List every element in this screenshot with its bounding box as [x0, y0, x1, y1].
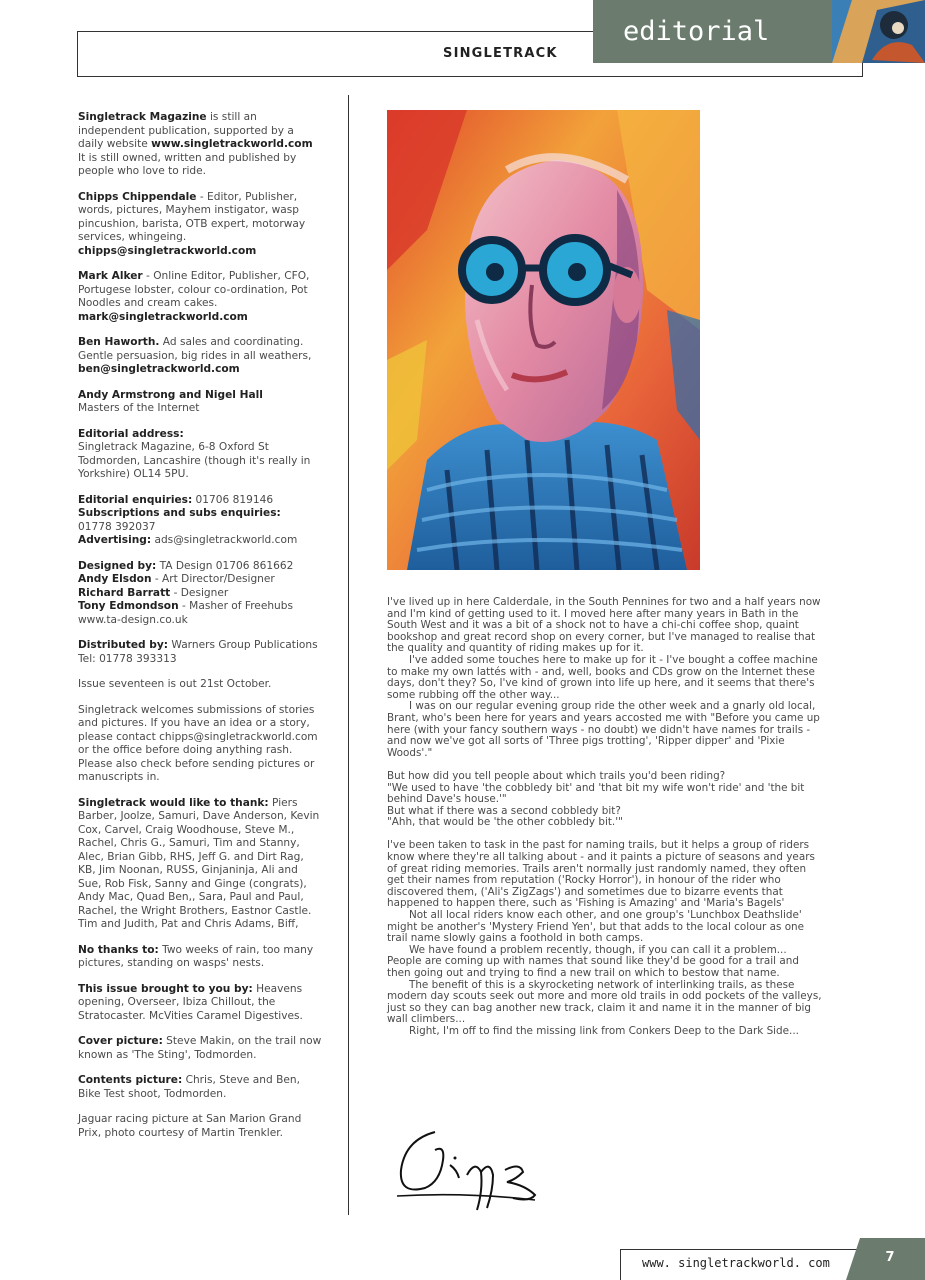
address-text: Singletrack Magazine, 6-8 Oxford St Todmorden, Lancashire (though it's really in Yorkshire) OL14 5PU.	[78, 441, 311, 480]
corner-portrait-thumbnail	[832, 0, 925, 63]
article-paragraph: I've lived up in here Calderdale, in the South Pennines for two and a half years now and I'm kind of getting used to it. I moved here after many years in Bath in the South West and it was a bit of a shock not to have a chi-chi coffee shop, quaint bookshop and great record shop on every corner, but I've managed to realise that the quality and quantity of riding makes up for it.	[387, 596, 821, 655]
intro-block	[78, 111, 322, 179]
article-paragraph: Right, I'm off to find the missing link from Conkers Deep to the Dark Side...	[409, 1024, 799, 1037]
email-link[interactable]: ben@singletrackworld.com	[78, 363, 240, 375]
contents-text: Chris, Steve and Ben, Bike Test shoot, Todmorden.	[78, 1074, 300, 1100]
enquiries-label: Editorial enquiries:	[78, 493, 193, 506]
advertising-email[interactable]: ads@singletrackworld.com	[151, 534, 298, 546]
credit-role: Masters of the Internet	[78, 402, 200, 414]
advertising-label: Advertising:	[78, 534, 152, 546]
credit-name: Andy Armstrong and Nigel Hall	[78, 388, 263, 401]
distribution-text: Warners Group Publications	[168, 639, 318, 651]
article-paragraph: "Ahh, that would be 'the other cobbledy bit.'"	[387, 816, 623, 829]
subs-label: Subscriptions and subs enquiries:	[78, 507, 281, 519]
editor-portrait-painting	[387, 110, 700, 570]
thanks-block	[78, 797, 322, 932]
magazine-name: Singletrack Magazine	[78, 111, 207, 123]
credit-ben	[78, 336, 322, 377]
article-paragraph: We have found a problem recently, though, if you can call it a problem... People are coming up with names that sound like they'd be good for a trail and then going out and trying to find a new trail on which to bestow that name.	[387, 943, 799, 979]
cover-picture-credit	[78, 1035, 322, 1062]
contents-label: Contents picture:	[78, 1074, 183, 1086]
website-link[interactable]: www.singletrackworld.com	[151, 138, 313, 150]
article-paragraph: I've been taken to task in the past for naming trails, but it helps a group of riders know where they're all talking about - and it paints a picture of seasons and years of great riding memories. Trails aren't normally just randomly named, they often get their names from reputation ('Rocky Horror'), in honour of the rider who discovered them, ('Ali's ZigZags') and sometimes due to bizarre events that happened to happen there, such as 'Fishing is Amazing' and 'Maria's Bagels'	[387, 839, 815, 910]
magazine-brand: SINGLETRACK	[443, 46, 558, 61]
intro-text: is still an independent publication, supported by a daily website	[78, 111, 294, 150]
designer-name: Tony Edmondson	[78, 600, 179, 612]
issue-note: Issue seventeen is out 21st October.	[78, 678, 272, 690]
contact-numbers	[78, 494, 322, 548]
distribution	[78, 639, 322, 666]
designer-role: - Art Director/Designer	[151, 573, 275, 585]
editorial-address	[78, 428, 322, 482]
article-paragraph: But how did you tell people about which trails you'd been riding?	[387, 769, 726, 782]
footer-website[interactable]: www. singletrackworld. com	[642, 1256, 830, 1270]
design-text: TA Design 01706 861662	[156, 559, 294, 572]
distribution-phone: Tel: 01778 393313	[78, 652, 177, 665]
article-paragraph: I've added some touches here to make up for it - I've bought a coffee machine to make my own lattés with - and, well, books and CDs grow on the Internet these days, don't they? So, I've kind of grown into life up here, and it seems that there's some rubbing off the other way...	[387, 653, 818, 701]
design-credits	[78, 560, 322, 628]
intro-tail: It is still owned, written and published by people who love to ride.	[78, 151, 297, 177]
design-website[interactable]: www.ta-design.co.uk	[78, 613, 188, 626]
designer-role: - Masher of Freehubs	[178, 600, 294, 612]
submissions-note: Singletrack welcomes submissions of stories and pictures. If you have an idea or a story, please contact chipps@singletrackworld.com or the office before doing anything rash. Please also check before sending pictures or manuscripts in.	[78, 703, 318, 783]
editorial-article	[387, 597, 823, 1038]
email-link[interactable]: chipps@singletrackworld.com	[78, 244, 257, 257]
credit-name: Ben Haworth.	[78, 336, 160, 348]
brought-by-block	[78, 983, 322, 1024]
credit-chipps	[78, 191, 322, 259]
email-link[interactable]: mark@singletrackworld.com	[78, 310, 248, 323]
address-label: Editorial address:	[78, 427, 184, 440]
subs-phone: 01778 392037	[78, 520, 156, 533]
cover-label: Cover picture:	[78, 1035, 163, 1047]
page-number: 7	[885, 1250, 895, 1265]
no-thanks-block	[78, 944, 322, 971]
no-thanks-label: No thanks to:	[78, 943, 159, 956]
credit-name: Chipps Chippendale	[78, 190, 197, 203]
section-tab: editorial	[593, 0, 845, 63]
jaguar-credit: Jaguar racing picture at San Marion Grand Prix, photo courtesy of Martin Trenkler.	[78, 1113, 302, 1139]
enquiries-phone: 01706 819146	[192, 493, 274, 506]
credit-role: - Online Editor, Publisher, CFO, Portugese lobster, colour co-ordination, Pot Noodles and cream cakes.	[78, 270, 310, 309]
brought-by-label: This issue brought to you by:	[78, 982, 253, 995]
article-paragraph: Not all local riders know each other, and one group's 'Lunchbox Deathslide' might be another's 'Mystery Friend Yen', but that adds to the local colour as one trail name slowly gains a foothold in both camps.	[387, 909, 805, 945]
article-paragraph: But what if there was a second cobbledy bit?	[387, 804, 621, 817]
credit-name: Mark Alker	[78, 270, 143, 282]
designer-name: Richard Barratt	[78, 586, 171, 599]
credit-role: - Editor, Publisher, words, pictures, Mayhem instigator, wasp pincushion, barista, OTB expert, motorway services, whingeing.	[78, 190, 306, 243]
no-thanks-text: Two weeks of rain, too many pictures, standing on wasps' nests.	[78, 943, 314, 969]
editor-signature	[395, 1120, 545, 1215]
thanks-label: Singletrack would like to thank:	[78, 796, 269, 809]
designer-role: - Designer	[170, 586, 229, 599]
thanks-text: Piers Barber, Joolze, Samuri, Dave Anderson, Kevin Cox, Carvel, Craig Woodhouse, Steve M., Rachel, Chris G., Samuri, Tim and Stanny, Alec, Brian Gibb, RHS, Jeff G. and Dirt Rag, KB, Jim Noonan, RUSS, Ginjaninja, Ali and Sue, Rob Fisk, Sanny and Ginge (congrats), Andy Mac, Quad Ben,, Sara, Paul and Paul, Rachel, the Wright Brothers, Eastnor Castle. Tim and Judith, Pat and Chris Adams, Biff,	[78, 796, 320, 930]
article-paragraph: I was on our regular evening group ride the other week and a gnarly old local, Brant, who's been here for years and years accosted me with "Before you came up here (with your fancy southern ways - no doubt) we didn't have names for trails - and now we've got all sorts of 'Three pigs trotting', 'Ripper dipper' and 'Pixie Woods'."	[387, 700, 820, 759]
brought-by-text: Heavens opening, Overseer, Ibiza Chillout, the Stratocaster. McVities Caramel Digestives.	[78, 982, 303, 1022]
cover-text: Steve Makin, on the trail now known as 'The Sting', Todmorden.	[78, 1035, 322, 1061]
article-paragraph: "We used to have 'the cobbledy bit' and 'that bit my wife won't ride' and 'the bit behind Dave's house.'"	[387, 781, 805, 806]
credit-role: Ad sales and coordinating. Gentle persuasion, big rides in all weathers,	[78, 336, 312, 362]
column-divider	[348, 95, 349, 1215]
article-paragraph: The benefit of this is a skyrocketing network of interlinking trails, as these modern day scouts seek out more and more old trails in odd pockets of the valleys, just so they can bag another new track, claim it and name it in the manner of big wall climbers...	[387, 978, 822, 1026]
distribution-label: Distributed by:	[78, 639, 169, 651]
contents-picture-credit	[78, 1074, 322, 1101]
designer-name: Andy Elsdon	[78, 573, 152, 585]
masthead-column	[78, 111, 322, 1152]
credit-mark	[78, 270, 322, 324]
design-label: Designed by:	[78, 559, 157, 572]
credit-internet	[78, 389, 322, 416]
